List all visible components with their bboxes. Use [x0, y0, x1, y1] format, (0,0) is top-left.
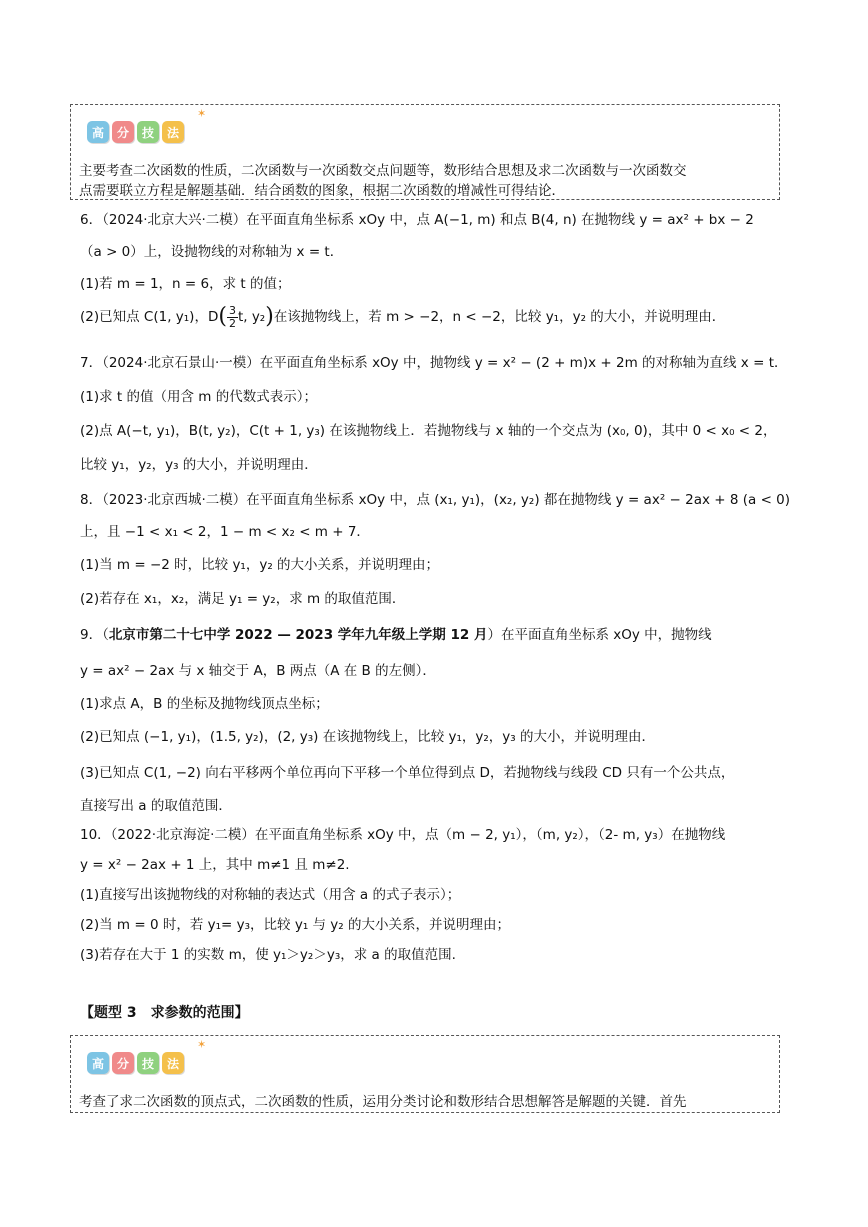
- tip-text: [79, 161, 773, 201]
- frac-num: 3: [228, 303, 236, 317]
- tip-box-2: [70, 1035, 780, 1113]
- sparkle-icon: ✶: [197, 107, 207, 120]
- q6-part-2-tail: 在该抛物线上，若 m > −2，n < −2，比较 y₁，y₂ 的大小，并说明理由．: [273, 309, 726, 325]
- paren-open: (: [218, 304, 227, 329]
- q8-part-2: (2)若存在 x₁，x₂，满足 y₁ = y₂，求 m 的取值范围．: [80, 591, 406, 607]
- q9-number: 9．（: [80, 627, 109, 643]
- q6-part-2: [80, 302, 725, 332]
- sparkle-icon: ✶: [197, 1038, 207, 1051]
- tip-box-1: [70, 104, 780, 200]
- badge-tile: 技: [137, 121, 159, 143]
- q9-stem-line-1: [80, 623, 712, 643]
- q6-stem-line-2: （a > 0）上，设抛物线的对称轴为 x = t．: [80, 244, 344, 260]
- q8-stem-line-1: 8．（2023·北京西城·二模）在平面直角坐标系 xOy 中，点 (x₁, y₁)，(x₂, y₂) 都在抛物线 y = ax² − 2ax + 8 (a < 0): [80, 492, 791, 508]
- badge-tile: 高: [87, 121, 109, 143]
- badge-tile: 法: [162, 1052, 184, 1074]
- fraction: [227, 305, 238, 330]
- q9-stem-line-2: y = ax² − 2ax 与 x 轴交于 A，B 两点（A 在 B 的左侧）．: [80, 663, 436, 679]
- q10-stem-line-1: 10．（2022·北京海淀·二模）在平面直角坐标系 xOy 中，点（m − 2, y₁），（m, y₂），（2- m, y₃）在抛物线: [80, 827, 726, 843]
- badge-tile: 分: [112, 1052, 134, 1074]
- section-heading: 【题型 3 求参数的范围】: [80, 1005, 249, 1021]
- q7-part-2: (2)点 A(−t, y₁)，B(t, y₂)，C(t + 1, y₃) 在该抛物线上．若抛物线与 x 轴的一个交点为 (x₀, 0)，其中 0 < x₀ < 2，: [80, 423, 777, 439]
- q6-part-2-head: (2)已知点 C(1, y₁)，D: [80, 309, 219, 325]
- badge-tile: 分: [112, 121, 134, 143]
- q9-part-2: (2)已知点 (−1, y₁)，(1.5, y₂)，(2, y₃) 在该抛物线上，比较 y₁，y₂，y₃ 的大小，并说明理由．: [80, 729, 656, 745]
- q10-stem-line-2: y = x² − 2ax + 1 上，其中 m≠1 且 m≠2.: [80, 857, 350, 873]
- q6-part-1: (1)若 m = 1，n = 6，求 t 的值；: [80, 276, 291, 292]
- gaofen-jifa-badge: [87, 121, 184, 143]
- badge-tile: 高: [87, 1052, 109, 1074]
- q9-stem-rest: ）在平面直角坐标系 xOy 中，抛物线: [487, 627, 712, 643]
- q6-stem-line-1: 6．（2024·北京大兴·二模）在平面直角坐标系 xOy 中，点 A(−1, m) 和点 B(4, n) 在抛物线 y = ax² + bx − 2: [80, 212, 754, 228]
- q10-part-2: (2)当 m = 0 时，若 y₁= y₃，比较 y₁ 与 y₂ 的大小关系，并说明理由；: [80, 917, 511, 933]
- q6-d-args: t, y₂: [237, 309, 266, 325]
- badge-tile: 法: [162, 121, 184, 143]
- q7-stem: 7．（2024·北京石景山·一模）在平面直角坐标系 xOy 中，抛物线 y = x² − (2 + m)x + 2m 的对称轴为直线 x = t．: [80, 355, 788, 371]
- tip-line: 主要考查二次函数的性质，二次函数与一次函数交点问题等，数形结合思想及求二次函数与一次函数交: [79, 163, 687, 179]
- frac-den: 2: [228, 316, 236, 330]
- q10-part-1: (1)直接写出该抛物线的对称轴的表达式（用含 a 的式子表示）；: [80, 887, 461, 903]
- tip-line: 点需要联立方程是解题基础．结合函数的图象，根据二次函数的增减性可得结论．: [79, 183, 565, 199]
- q8-stem-line-2: 上，且 −1 < x₁ < 2，1 − m < x₂ < m + 7．: [80, 524, 370, 540]
- q9-part-3: (3)已知点 C(1, −2) 向右平移两个单位再向下平移一个单位得到点 D，若抛物线与线段 CD 只有一个公共点，: [80, 765, 735, 781]
- q7-part-1: (1)求 t 的值（用含 m 的代数式表示）；: [80, 389, 317, 405]
- badge-tile: 技: [137, 1052, 159, 1074]
- q9-part-1: (1)求点 A，B 的坐标及抛物线顶点坐标；: [80, 696, 329, 712]
- q10-part-3: (3)若存在大于 1 的实数 m，使 y₁＞y₂＞y₃，求 a 的取值范围.: [80, 947, 456, 963]
- paren-close: ): [265, 304, 274, 329]
- gaofen-jifa-badge: [87, 1052, 184, 1074]
- q7-part-2-cont: 比较 y₁，y₂，y₃ 的大小，并说明理由．: [80, 457, 318, 473]
- q8-part-1: (1)当 m = −2 时，比较 y₁，y₂ 的大小关系，并说明理由；: [80, 557, 440, 573]
- q9-part-3-cont: 直接写出 a 的取值范围．: [80, 798, 232, 814]
- q9-source: 北京市第二十七中学 2022 — 2023 学年九年级上学期 12 月: [108, 627, 488, 643]
- tip-text: 考查了求二次函数的顶点式，二次函数的性质，运用分类讨论和数形结合思想解答是解题的关键．首先: [79, 1094, 687, 1110]
